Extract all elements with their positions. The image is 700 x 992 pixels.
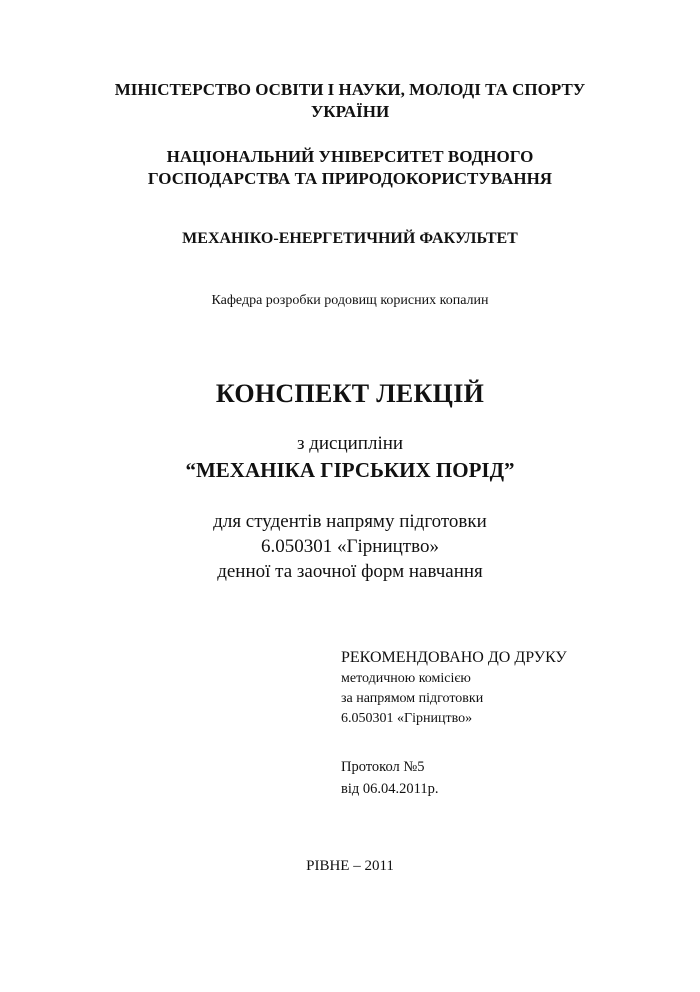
recommendation-line-1: методичною комісією — [341, 671, 471, 686]
ministry-line-1: МІНІСТЕРСТВО ОСВІТИ І НАУКИ, МОЛОДІ ТА СПОРТУ — [114, 80, 586, 99]
recommendation-line-2: за напрямом підготовки — [341, 691, 484, 706]
protocol-date: від 06.04.2011р. — [341, 781, 439, 797]
department-name: Кафедра розробки родовищ корисних копалин — [211, 293, 489, 308]
audience-line-2: 6.050301 «Гірництво» — [261, 536, 439, 557]
university-line-2: ГОСПОДАРСТВА ТА ПРИРОДОКОРИСТУВАННЯ — [147, 169, 553, 188]
faculty-name: МЕХАНІКО-ЕНЕРГЕТИЧНИЙ ФАКУЛЬТЕТ — [182, 230, 518, 247]
audience-line-1: для студентів напряму підготовки — [213, 511, 487, 532]
audience-line-3: денної та заочної форм навчання — [217, 561, 483, 582]
recommendation-block — [341, 647, 681, 729]
recommendation-heading: РЕКОМЕНДОВАНО ДО ДРУКУ — [341, 649, 567, 666]
subject-title: “МЕХАНІКА ГІРСЬКИХ ПОРІД” — [185, 458, 515, 482]
document-title: КОНСПЕКТ ЛЕКЦІЙ — [215, 379, 485, 408]
recommendation-line-3: 6.050301 «Гірництво» — [341, 711, 473, 726]
protocol-block — [341, 756, 641, 800]
ministry-line-2: УКРАЇНИ — [310, 102, 390, 121]
subject-prefix: з дисципліни — [296, 433, 404, 454]
city-year: РІВНЕ – 2011 — [306, 858, 394, 874]
protocol-number: Протокол №5 — [341, 759, 425, 775]
university-line-1: НАЦІОНАЛЬНИЙ УНІВЕРСИТЕТ ВОДНОГО — [166, 147, 534, 166]
